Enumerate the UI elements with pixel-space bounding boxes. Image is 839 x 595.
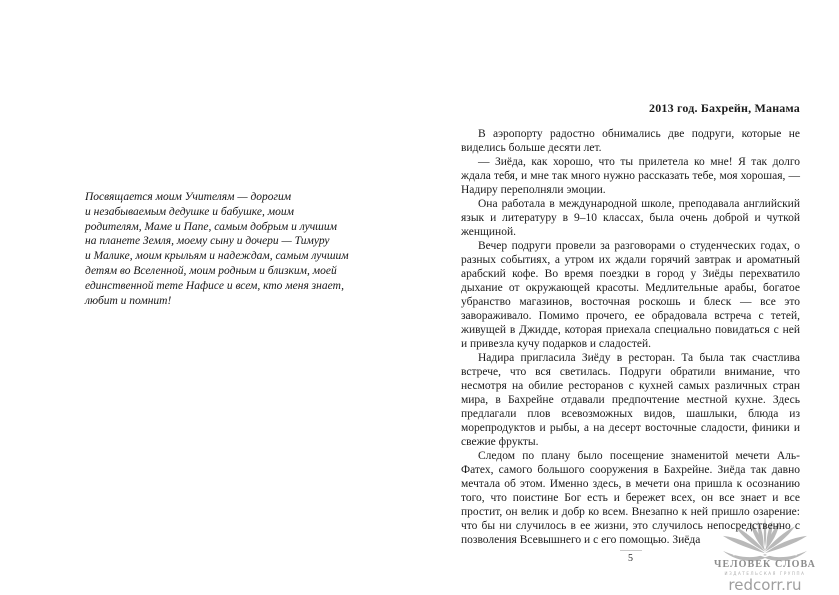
page-footer xyxy=(461,550,800,564)
publisher-tagline: ИЗДАТЕЛЬСКАЯ ГРУППА xyxy=(724,571,806,576)
dedication-line: единственной тете Нафисе и всем, кто меня знает, xyxy=(85,279,345,292)
dedication-line: на планете Земля, моему сыну и дочери — Тимуру xyxy=(85,235,330,248)
body-text xyxy=(461,127,800,547)
dedication-line: и Малике, моим крыльям и надеждам, самым лучшим xyxy=(85,250,349,263)
paragraph: Она работала в международной школе, преподавала английский язык и литературу в 9–10 классах, была очень доброй и чуткой женщиной. xyxy=(461,198,800,238)
paragraph: — Зиёда, как хорошо, что ты прилетела ко мне! Я так долго ждала тебя, и мне так много нужно рассказать тебе, моя хорошая, — Надиру переполняли эмоции. xyxy=(461,156,800,196)
dedication-line: Посвящается моим Учителям — дорогим xyxy=(85,191,292,203)
dedication-block xyxy=(85,190,385,308)
publisher-website: redcorr.ru xyxy=(728,576,802,594)
page-number: 5 xyxy=(628,553,633,564)
page-right-text-column xyxy=(461,101,800,547)
page-number-rule xyxy=(620,550,642,551)
paragraph: Надира пригласила Зиёду в ресторан. Та была так счастлива встрече, что вся светилась. Подруги обратили внимание, что несмотря на обилие ресторанов с кухней самых различных стран мира, в Бахрейне отдавали предпочтение местной кухне. Здесь предлагали плов всевозможных видов, шашлыки, блюда из морепродуктов и рыбы, а на десерт восточные сладости, финики и свежие фрукты. xyxy=(461,352,800,448)
dedication-line: родителям, Маме и Папе, самым добрым и лучшим xyxy=(85,220,337,233)
paragraph: Следом по плану было посещение знаменитой мечети Аль-Фатех, самого большого сооружения в Бахрейне. Зиёда так давно мечтала об этом. Именно здесь, в мечети она пришла к осознанию того, что поистине Бог есть и бережет всех, он все знает и все простит, он велик и добр ко всем. Внезапно к ней пришло озарение: что бы ни случилось в ее жизни, это случилось непосредственно с позволения Всевышнего и с его помощью. Зиёда xyxy=(461,450,800,546)
paragraph: Вечер подруги провели за разговорами о студенческих годах, о разных событиях, а утром их ждали горячий завтрак и ароматный арабский кофе. Во время поездки в город у Зиёды перехватило дыхание от окружающей красоты. Медлительные арабы, богатое убранство магазинов, восточная роскошь и блеск — все это завораживало. Помимо прочего, ее обрадовала встреча с тетей, живущей в Джидде, которая приехала специально повидаться с ней и привезла кучу подарков и сладостей. xyxy=(461,240,800,350)
publisher-name: ЧЕЛОВЕК СЛОВА xyxy=(714,559,816,570)
dedication-line: детям во Вселенной, моим родным и близким, моей xyxy=(85,264,337,277)
chapter-heading: 2013 год. Бахрейн, Манама xyxy=(649,101,800,115)
dedication-line: любит и помнит! xyxy=(85,294,172,307)
paragraph: В аэропорту радостно обнимались две подруги, которые не виделись больше десяти лет. xyxy=(461,128,800,154)
dedication-line: и незабываемым дедушке и бабушке, моим xyxy=(85,205,294,218)
